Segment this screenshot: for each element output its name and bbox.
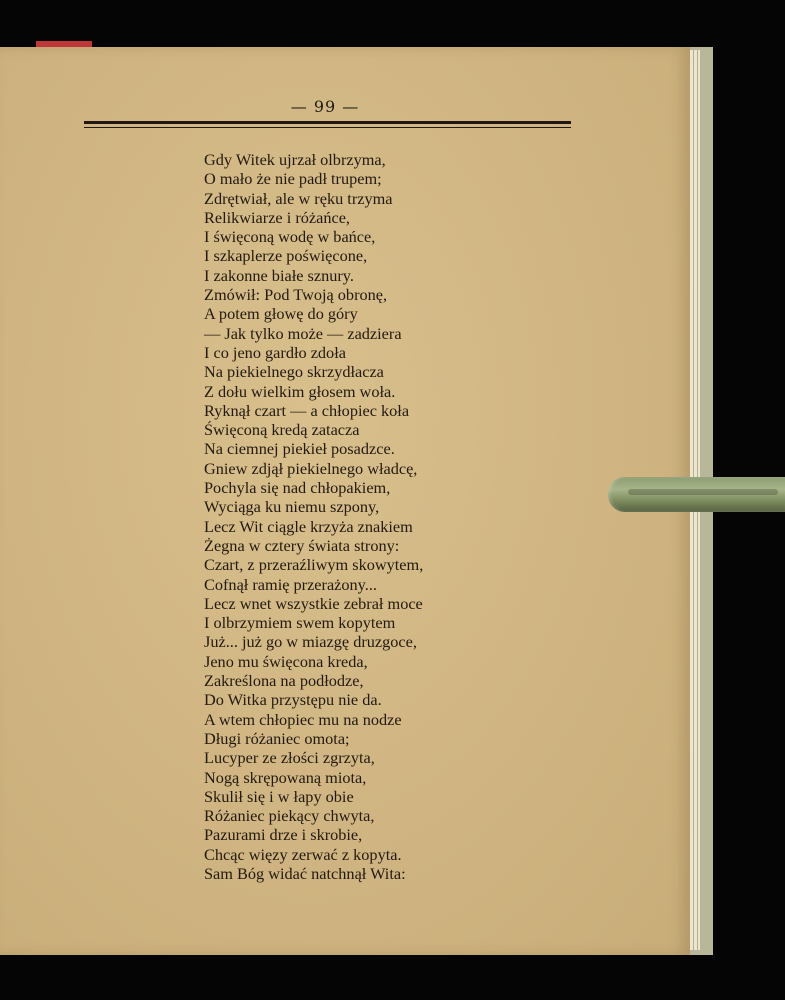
poem-line: Na ciemnej piekieł posadzce.: [204, 439, 395, 459]
poem-line: Skulił się i w łapy obie: [204, 786, 354, 806]
poem-line: Lecz Wit ciągle krzyża znakiem: [204, 516, 413, 536]
poem-line: I szkaplerze poświęcone,: [204, 246, 368, 266]
poem-line: Do Witka przystępu nie da.: [204, 690, 382, 710]
poem-line: I zakonne białe sznury.: [204, 265, 354, 285]
header-rule-thin: [84, 127, 571, 128]
poem-line: Chcąc więzy zerwać z kopyta.: [204, 844, 402, 864]
poem-line: Jeno mu święcona kreda,: [204, 651, 368, 671]
poem-line: Gdy Witek ujrzał olbrzyma,: [204, 150, 386, 169]
poem-line: Czart, z przeraźliwym skowytem,: [204, 555, 424, 575]
poem-line: Ryknął czart — a chłopiec koła: [204, 400, 410, 420]
poem-line: Lucyper ze złości zgrzyta,: [204, 748, 375, 768]
poem-line: Nogą skrępowaną miota,: [204, 767, 367, 787]
poem-line: Zmówił: Pod Twoją obronę,: [204, 285, 388, 305]
poem-line: I co jeno gardło zdoła: [204, 342, 346, 362]
poem-line: I olbrzymiem swem kopytem: [204, 613, 396, 633]
poem-line: Żegna w cztery świata strony:: [204, 535, 400, 555]
poem-line: A wtem chłopiec mu na nodze: [204, 709, 402, 729]
poem-line: Wyciąga ku niemu szpony,: [204, 497, 380, 517]
poem-line: Na piekielnego skrzydłacza: [204, 362, 384, 382]
poem-line: Lecz wnet wszystkie zebrał moce: [204, 593, 423, 613]
poem-line: Z dołu wielkim głosem woła.: [204, 381, 396, 401]
poem-line: Święconą kredą zatacza: [204, 420, 360, 440]
poem-line: Różaniec piekący chwyta,: [204, 806, 375, 826]
poem-line: O mało że nie padł trupem;: [204, 169, 382, 189]
poem-line: Gniew zdjął piekielnego władcę,: [204, 458, 418, 478]
poem-line: I święconą wodę w bańce,: [204, 227, 376, 247]
bookmark-ribbon[interactable]: [608, 477, 785, 512]
poem-line: — Jak tylko może — zadziera: [204, 323, 402, 343]
poem-line: Zakreślona na podłodze,: [204, 671, 364, 691]
poem-line: Sam Bóg widać natchnął Wita:: [204, 863, 406, 883]
poem-line: Relikwiarze i różańce,: [204, 207, 350, 227]
poem-line: Już... już go w miazgę druzgoce,: [204, 632, 417, 652]
page-number-header: — 99 —: [290, 97, 360, 116]
poem-line: Pazurami drze i skrobie,: [204, 825, 363, 845]
poem-line: Cofnął ramię przerażony...: [204, 574, 377, 594]
poem-line: Pochyla się nad chłopakiem,: [204, 478, 391, 498]
header-rule-thick: [84, 121, 571, 124]
poem-line: Zdrętwiał, ale w ręku trzyma: [204, 188, 393, 208]
poem-line: Długi różaniec omota;: [204, 728, 350, 748]
poem-text: [204, 150, 504, 883]
poem-line: A potem głowę do góry: [204, 304, 358, 324]
